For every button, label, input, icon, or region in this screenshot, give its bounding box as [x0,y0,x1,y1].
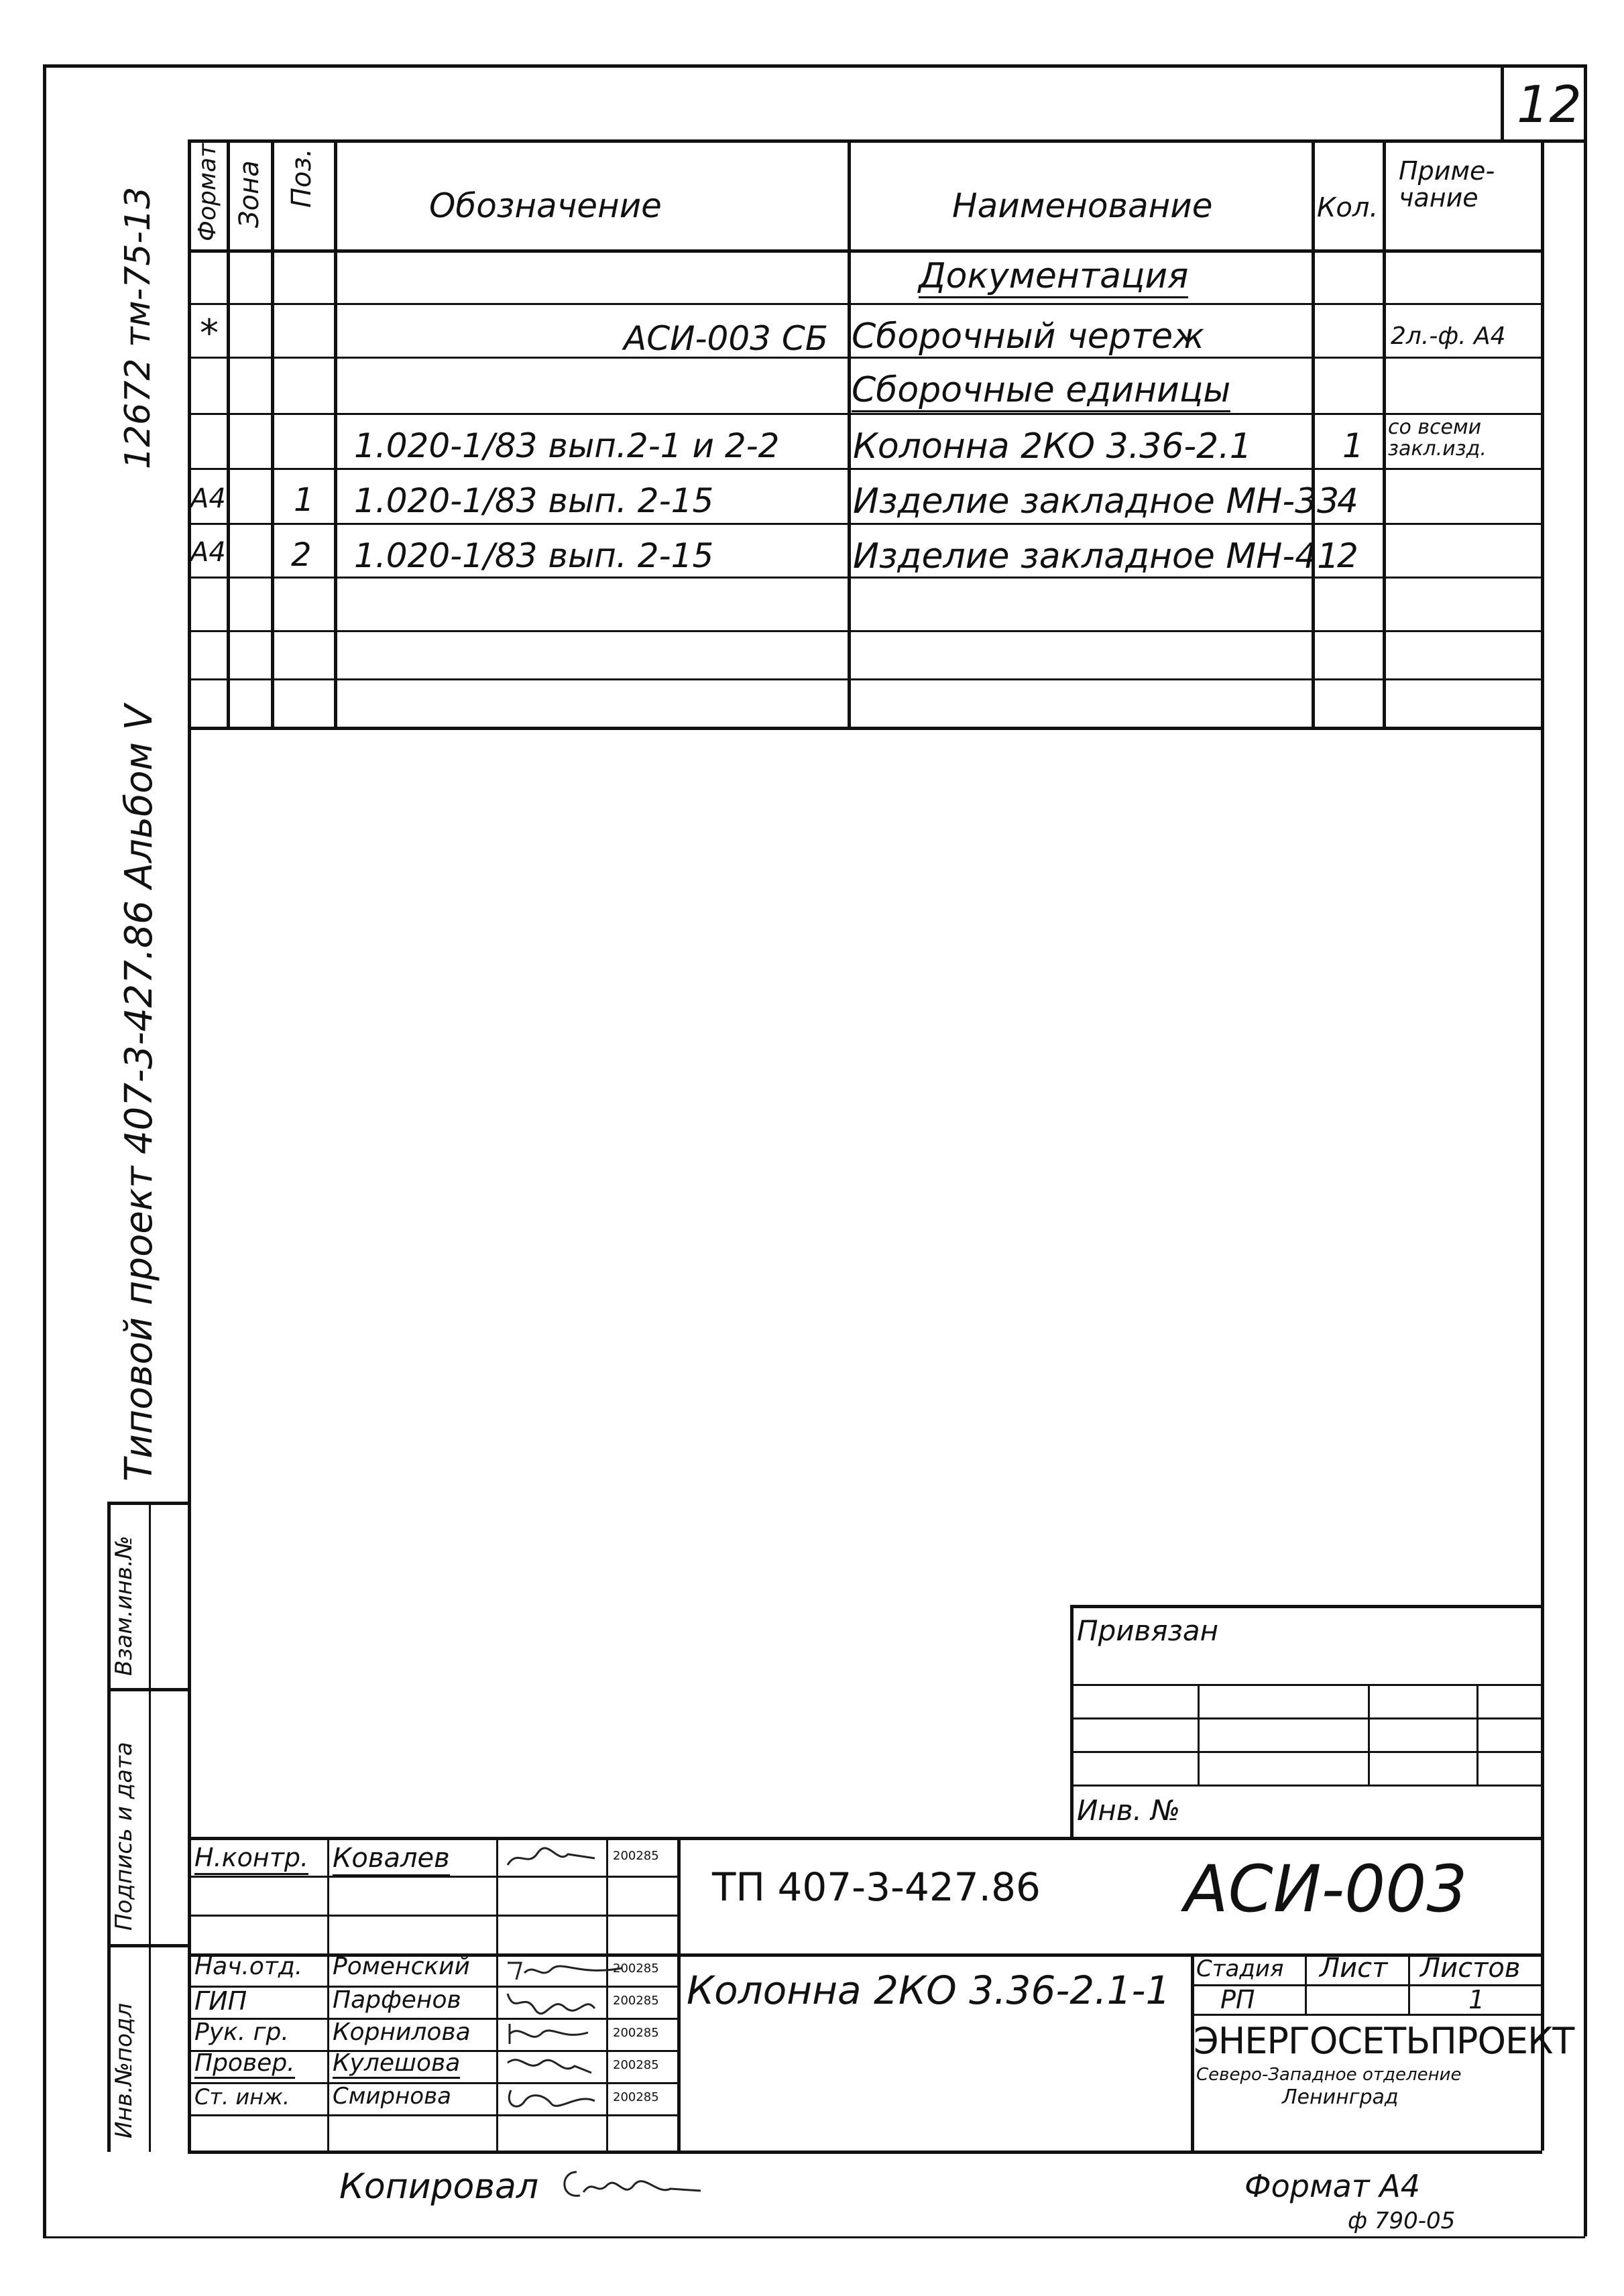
row-4-name: Изделие закладное МН-33 [853,481,1340,522]
side-box-vzam: Взам.инв.№ [111,1535,137,1676]
row-5-qty: 2 [1337,536,1358,575]
side-box-podpis: Подпись и дата [111,1742,137,1931]
frame-bottom [43,2236,1585,2238]
spec-col-4 [848,139,851,727]
signature-4 [504,2053,598,2079]
row-1-designation: АСИ-003 СБ [624,319,829,358]
row-3-name: Колонна 2КО 3.36-2.1 [853,426,1252,467]
tb-sheets-label: Листов [1420,1953,1521,1984]
header-designation: Обозначение [429,186,662,225]
row-4-pos: 1 [294,481,314,519]
spec-table-bottom [188,727,1542,730]
spec-row-line-3 [188,413,1542,415]
priv-col-2 [1368,1684,1370,1785]
row-2-name: Сборочные единицы [852,373,1230,412]
side-boxes-sep2 [107,1944,189,1947]
side-album: Типовой проект 407-3-427.86 Альбом V [117,705,161,1482]
tb-project: ТП 407-3-427.86 [712,1864,1041,1910]
tb-col-sheet [1305,1953,1307,2014]
header-qty: Кол. [1317,192,1379,223]
header-format: Формат [194,143,221,241]
signer-1-name: Роменский [333,1953,470,1980]
tb-col-sheets [1408,1953,1410,2014]
signer-0-date: 200285 [613,1849,659,1863]
signature-0 [504,1845,598,1872]
signer-4-name: Кулешова [333,2051,460,2079]
tb-code: АСИ-003 [1184,1852,1468,1927]
priv-left [1070,1605,1074,1837]
inner-frame-bottom [188,2151,1542,2154]
signer-3-role: Рук. гр. [194,2018,289,2046]
signer-3-date: 200285 [613,2026,659,2040]
tb-org-city: Ленинград [1282,2086,1399,2109]
footer-form-code: ф 790-05 [1348,2208,1456,2234]
row-3-qty: 1 [1342,426,1364,465]
footer-format: Формат А4 [1244,2168,1420,2204]
header-note: Приме- чание [1399,156,1495,213]
signer-3-name: Корнилова [333,2018,471,2046]
row-0-name: Документация [919,259,1188,298]
tb-col-date [677,1837,681,2151]
priv-line-3 [1070,1751,1542,1753]
tb-org: ЭНЕРГОСЕТЬПРОЕКТ [1194,2020,1574,2062]
spec-col-1 [227,139,230,727]
signer-5-role: Ст. инж. [194,2084,290,2110]
frame-left [43,64,46,2236]
row-5-format: А4 [190,537,226,568]
header-zone: Зона [234,160,265,228]
tb-stage-label: Стадия [1196,1955,1284,1982]
side-box-inv: Инв.№подл [111,2002,137,2138]
row-1-name: Сборочный чертеж [852,319,1204,359]
frame-right [1584,64,1587,2236]
spec-row-line-5 [188,523,1542,525]
spec-col-2 [271,139,274,727]
tb-org-sub: Северо-Западное отделение [1196,2065,1462,2085]
priv-line-2 [1070,1717,1542,1719]
sheet-number-box-left [1501,64,1504,141]
row-4-qty: 4 [1337,481,1358,520]
priv-title: Привязан [1077,1614,1219,1647]
spec-row-line-7 [188,630,1542,632]
tb-sheets-value: 1 [1468,1985,1485,2014]
tb-sheet-label: Лист [1320,1953,1388,1984]
row-5-name: Изделие закладное МН-41 [853,536,1340,577]
signer-2-date: 200285 [613,1994,659,2008]
signer-5-date: 200285 [613,2090,659,2104]
spec-col-6 [1383,139,1386,727]
tb-col-role [327,1837,329,2151]
priv-col-1 [1198,1684,1200,1785]
signer-2-name: Парфенов [333,1986,461,2014]
inner-frame-top [188,139,1502,143]
signer-4-role: Провер. [194,2051,295,2079]
row-5-pos: 2 [291,536,312,574]
tb-item: Колонна 2КО 3.36-2.1-1 [687,1968,1171,2013]
spec-row-line-8 [188,678,1542,680]
spec-col-5 [1312,139,1315,727]
row-4-format: А4 [190,483,226,514]
priv-top [1070,1605,1542,1608]
inner-frame-left [188,139,191,2151]
signer-4-date: 200285 [613,2058,659,2072]
tb-l-row7 [188,2114,677,2116]
spec-col-3 [334,139,337,727]
spec-row-line-1 [188,303,1542,305]
tb-col-sign [606,1837,608,2151]
signature-3 [504,2020,598,2047]
spec-row-line-4 [188,468,1542,470]
signature-2 [504,1988,598,2015]
side-boxes-sep1 [107,1688,189,1691]
signer-1-role: Нач.отд. [194,1953,303,1980]
signature-5 [504,2085,598,2112]
priv-line-1 [1070,1684,1542,1686]
signer-0-role: Н.контр. [194,1845,308,1875]
footer-copied-signature [557,2165,704,2206]
row-1-format: * [200,312,219,355]
side-code: 12672 тм-75-13 [118,186,158,469]
header-pos: Поз. [286,148,317,208]
tb-stage-value: РП [1220,1985,1255,2014]
header-name: Наименование [952,186,1213,225]
side-boxes-top [107,1502,189,1505]
priv-line-4 [1070,1785,1542,1787]
row-4-designation: 1.020-1/83 вып. 2-15 [354,481,714,520]
frame-top [43,64,1585,68]
signer-1-date: 200285 [613,1961,659,1976]
spec-row-line-6 [188,577,1542,579]
signer-0-name: Ковалев [333,1845,450,1876]
signer-2-role: ГИП [194,1986,247,2016]
side-boxes-mid [149,1502,151,2152]
tb-l-row2 [188,1915,677,1917]
priv-inv: Инв. № [1077,1794,1181,1827]
sheet-number: 12 [1517,74,1582,134]
signer-5-name: Смирнова [333,2083,451,2110]
footer-copied: Копировал [339,2167,539,2207]
spec-header-bottom [188,249,1542,253]
tb-top [188,1837,1542,1840]
row-5-designation: 1.020-1/83 вып. 2-15 [354,536,714,575]
tb-col-name [496,1837,498,2151]
row-1-note: 2л.-ф. А4 [1391,322,1506,350]
row-3-designation: 1.020-1/83 вып.2-1 и 2-2 [354,426,780,465]
priv-col-3 [1476,1684,1478,1785]
signature-1 [504,1956,625,1983]
inner-frame-right [1541,139,1544,2151]
row-3-note: со всеми закл.изд. [1388,416,1487,461]
